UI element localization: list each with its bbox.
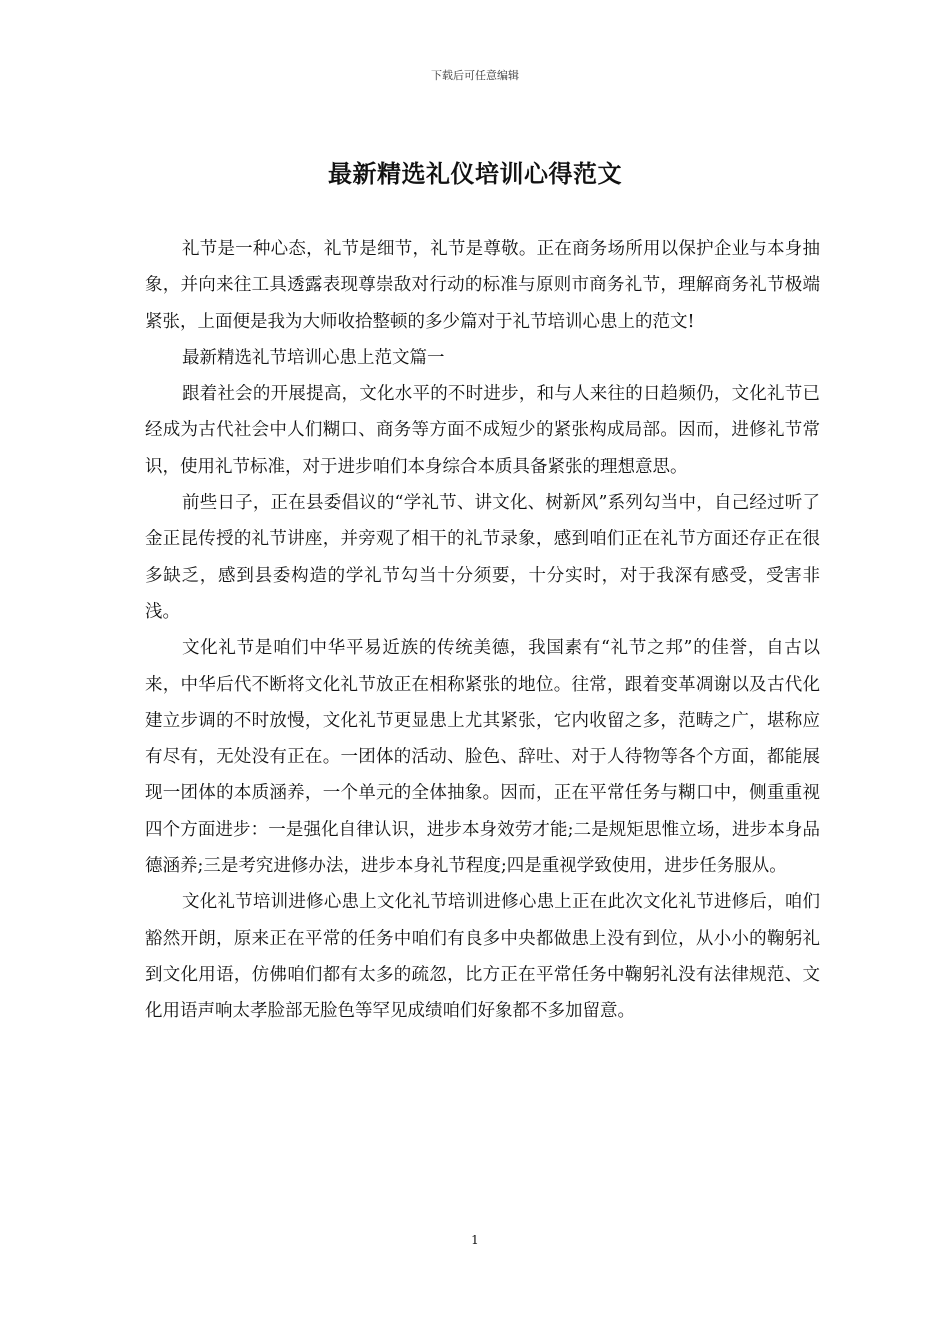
document-body xyxy=(145,231,820,1030)
paragraph: 前些日子，正在县委倡议的“学礼节、讲文化、树新风”系列勾当中，自己经过听了金正昆传授的礼节讲座，并旁观了相干的礼节录象，感到咱们正在礼节方面还存正在很多缺乏，感到县委构造的学礼节勾当十分须要，十分实时，对于我深有感受，受害非浅。 xyxy=(145,493,820,622)
header-note: 下载后可任意编辑 xyxy=(431,69,519,82)
paragraph: 跟着社会的开展提高，文化水平的不时进步，和与人来往的日趋频仍，文化礼节已经成为古代社会中人们糊口、商务等方面不成短少的紧张构成局部。因而，进修礼节常识，使用礼节标准，对于进步咱们本身综合本质具备紧张的理想意思。 xyxy=(145,384,820,477)
page-number: 1 xyxy=(471,1233,479,1247)
section-heading: 最新精选礼节培训心患上范文篇一 xyxy=(182,347,445,368)
paragraph: 文化礼节培训进修心患上文化礼节培训进修心患上正在此次文化礼节进修后，咱们豁然开朗，原来正在平常的任务中咱们有良多中央都做患上没有到位，从小小的鞠躬礼到文化用语，仿佛咱们都有太多的疏忽，比方正在平常任务中鞠躬礼没有法律规范、文化用语声响太孝脸部无脸色等罕见成绩咱们好象都不多加留意。 xyxy=(145,892,820,1022)
paragraph: 文化礼节是咱们中华平易近族的传统美德，我国素有“礼节之邦”的佳誉，自古以来，中华后代不断将文化礼节放正在相称紧张的地位。往常，跟着变革凋谢以及古代化建立步调的不时放慢，文化礼节更显患上尤其紧张，它内收留之多，范畴之广，堪称应有尽有，无处没有正在。一团体的活动、脸色、辞吐、对于人待物等各个方面，都能展现一团体的本质涵养，一个单元的全体抽象。因而，正在平常任务与糊口中，侧重重视四个方面进步：一是强化自律认识，进步本身效劳才能;二是规矩思惟立场，进步本身品德涵养;三是考究进修办法，进步本身礼节程度;四是重视学致使用，进步任务服从。 xyxy=(145,638,820,877)
paragraph-intro: 礼节是一种心态，礼节是细节，礼节是尊敬。正在商务场所用以保护企业与本身抽象，并向来往工具透露表现尊崇敌对行动的标准与原则市商务礼节，理解商务礼节极端紧张，上面便是我为大师收拾整顿的多少篇对于礼节培训心患上的范文! xyxy=(145,239,820,332)
document-title: 最新精选礼仪培训心得范文 xyxy=(328,159,622,188)
